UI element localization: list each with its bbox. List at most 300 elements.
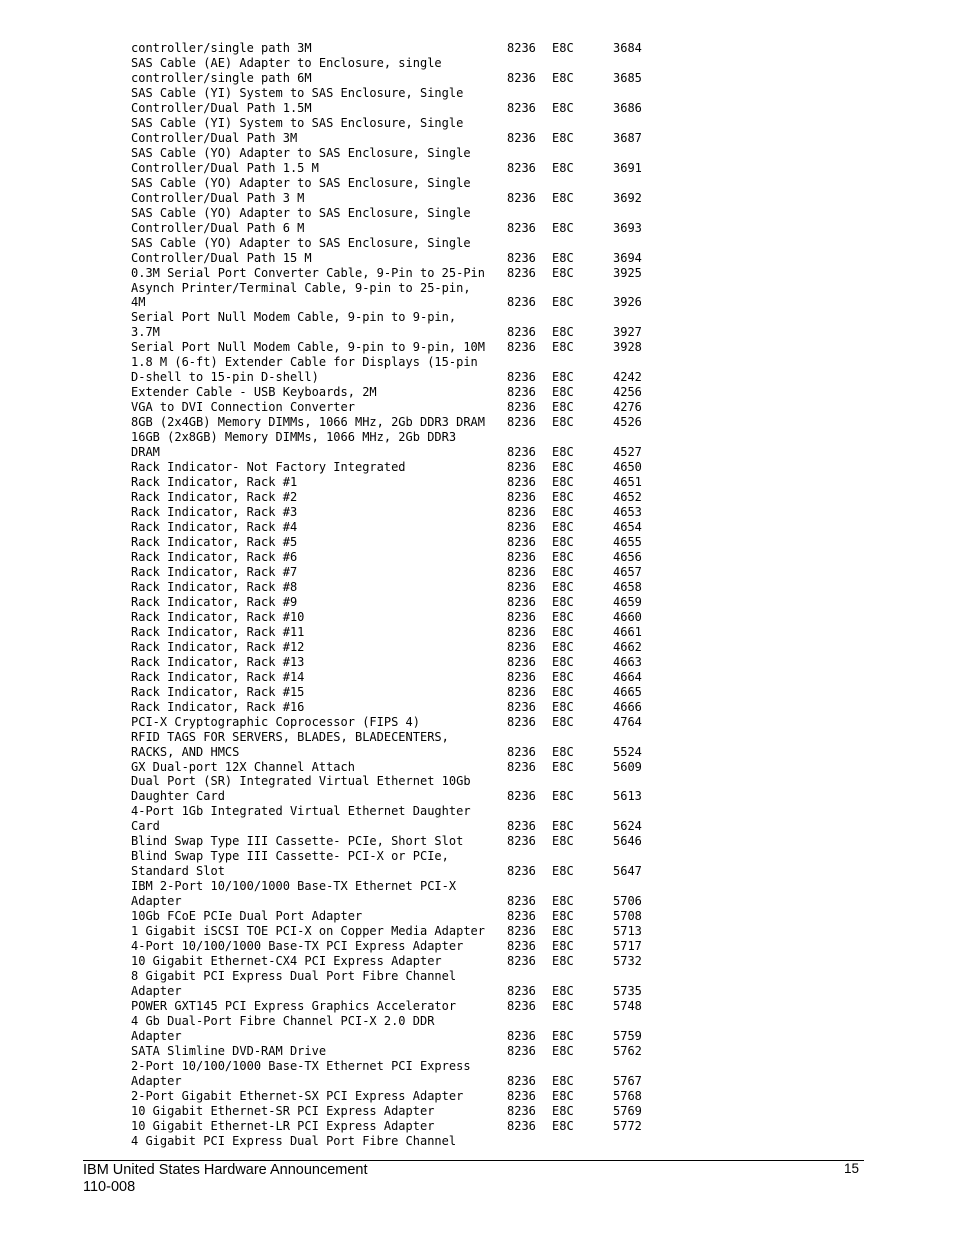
feature-code: 3926 (613, 295, 642, 310)
footer-divider (83, 1160, 864, 1161)
model-code: E8C (552, 475, 574, 490)
machine-type: 8236 (507, 190, 536, 205)
listing-line (131, 295, 653, 310)
listing-row (131, 1119, 653, 1134)
feature-description: Rack Indicator, Rack #3 (131, 505, 298, 520)
listing-row (131, 655, 653, 670)
model-code: E8C (552, 490, 574, 505)
machine-type: 8236 (507, 385, 536, 400)
feature-description: Controller/Dual Path 15 M (131, 250, 312, 265)
listing-line (131, 924, 653, 939)
machine-type: 8236 (507, 1103, 536, 1118)
listing-line (131, 894, 653, 909)
feature-code: 4527 (613, 445, 642, 460)
feature-code: 3687 (613, 130, 642, 145)
model-code: E8C (552, 954, 574, 969)
feature-code: 4660 (613, 609, 642, 624)
feature-description: SAS Cable (YI) System to SAS Enclosure, Single (131, 85, 464, 100)
listing-line (131, 774, 653, 789)
model-code: E8C (552, 325, 574, 340)
listing-row (131, 1134, 653, 1149)
listing-row (131, 1104, 653, 1119)
listing-line (131, 41, 653, 56)
model-code: E8C (552, 1103, 574, 1118)
feature-code: 5767 (613, 1073, 642, 1088)
feature-description: RFID TAGS FOR SERVERS, BLADES, BLADECENTERS, (131, 729, 449, 744)
feature-description: 8 Gigabit PCI Express Dual Port Fibre Channel (131, 969, 457, 984)
feature-code: 4659 (613, 594, 642, 609)
feature-description: Controller/Dual Path 6 M (131, 220, 305, 235)
feature-code: 4764 (613, 714, 642, 729)
feature-description: Adapter (131, 894, 182, 909)
listing-row (131, 535, 653, 550)
listing-line (131, 969, 653, 984)
model-code: E8C (552, 549, 574, 564)
machine-type: 8236 (507, 744, 536, 759)
listing-row (131, 565, 653, 580)
listing-line (131, 655, 653, 670)
listing-line (131, 864, 653, 879)
model-code: E8C (552, 1043, 574, 1058)
model-code: E8C (552, 939, 574, 954)
feature-code: 4665 (613, 684, 642, 699)
feature-description: Daughter Card (131, 789, 225, 804)
listing-line (131, 834, 653, 849)
machine-type: 8236 (507, 564, 536, 579)
feature-description: 10 Gigabit Ethernet-CX4 PCI Express Adapter (131, 954, 442, 969)
feature-code: 5646 (613, 834, 642, 849)
listing-row (131, 430, 653, 460)
model-code: E8C (552, 639, 574, 654)
model-code: E8C (552, 400, 574, 415)
model-code: E8C (552, 534, 574, 549)
machine-type: 8236 (507, 939, 536, 954)
feature-code: 4666 (613, 699, 642, 714)
listing-row (131, 206, 653, 236)
feature-code: 3686 (613, 100, 642, 115)
listing-row (131, 56, 653, 86)
listing-row (131, 86, 653, 116)
machine-type: 8236 (507, 220, 536, 235)
listing-row (131, 505, 653, 520)
feature-description: Rack Indicator, Rack #15 (131, 684, 305, 699)
feature-description: Rack Indicator, Rack #13 (131, 654, 305, 669)
listing-row (131, 580, 653, 595)
feature-code: 4526 (613, 415, 642, 430)
feature-description: Dual Port (SR) Integrated Virtual Ethernet 10Gb (131, 774, 471, 789)
model-code: E8C (552, 505, 574, 520)
feature-code: 3925 (613, 265, 642, 280)
listing-row (131, 700, 653, 715)
feature-description: Rack Indicator, Rack #8 (131, 579, 298, 594)
feature-code: 3691 (613, 160, 642, 175)
model-code: E8C (552, 340, 574, 355)
model-code: E8C (552, 520, 574, 534)
feature-code: 5735 (613, 984, 642, 999)
listing-line (131, 146, 653, 161)
feature-code: 4651 (613, 475, 642, 490)
feature-code: 4662 (613, 639, 642, 654)
listing-row (131, 879, 653, 909)
listing-row (131, 640, 653, 655)
model-code: E8C (552, 684, 574, 699)
feature-code: 4664 (613, 669, 642, 684)
page-number: 15 (844, 1161, 860, 1176)
feature-description: Adapter (131, 984, 182, 999)
listing-line (131, 505, 653, 520)
feature-code: 5609 (613, 759, 642, 774)
model-code: E8C (552, 70, 574, 85)
listing-row (131, 760, 653, 775)
listing-line (131, 909, 653, 924)
model-code: E8C (552, 100, 574, 115)
machine-type: 8236 (507, 609, 536, 624)
model-code: E8C (552, 714, 574, 729)
model-code: E8C (552, 250, 574, 265)
model-code: E8C (552, 654, 574, 669)
listing-line (131, 819, 653, 834)
listing-line (131, 1089, 653, 1104)
feature-description: 10 Gigabit Ethernet-SR PCI Express Adapter (131, 1103, 435, 1118)
machine-type: 8236 (507, 639, 536, 654)
listing-line (131, 730, 653, 745)
feature-description: 1.8 M (6-ft) Extender Cable for Displays (15-pin (131, 355, 478, 370)
feature-code: 5613 (613, 789, 642, 804)
machine-type: 8236 (507, 594, 536, 609)
machine-type: 8236 (507, 669, 536, 684)
feature-code: 4276 (613, 400, 642, 415)
machine-type: 8236 (507, 415, 536, 430)
machine-type: 8236 (507, 250, 536, 265)
feature-description: controller/single path 6M (131, 70, 312, 85)
listing-line (131, 760, 653, 775)
feature-description: 4M (131, 295, 146, 310)
feature-description: Adapter (131, 1073, 182, 1088)
model-code: E8C (552, 819, 574, 834)
listing-line (131, 1029, 653, 1044)
machine-type: 8236 (507, 505, 536, 520)
model-code: E8C (552, 160, 574, 175)
machine-type: 8236 (507, 400, 536, 415)
feature-description: 10 Gigabit Ethernet-LR PCI Express Adapter (131, 1118, 435, 1133)
listing-line (131, 1059, 653, 1074)
listing-line (131, 206, 653, 221)
feature-description: Card (131, 819, 160, 834)
feature-description: Rack Indicator, Rack #1 (131, 475, 298, 490)
listing-line (131, 1014, 653, 1029)
model-code: E8C (552, 789, 574, 804)
listing-row (131, 969, 653, 999)
listing-line (131, 879, 653, 894)
model-code: E8C (552, 295, 574, 310)
feature-description: SAS Cable (YO) Adapter to SAS Enclosure, Single (131, 205, 471, 220)
feature-code: 5769 (613, 1103, 642, 1118)
feature-description: 10Gb FCoE PCIe Dual Port Adapter (131, 909, 363, 924)
feature-description: 3.7M (131, 325, 160, 340)
feature-description: Controller/Dual Path 1.5M (131, 100, 312, 115)
machine-type: 8236 (507, 954, 536, 969)
feature-code: 4655 (613, 534, 642, 549)
feature-description: SAS Cable (YO) Adapter to SAS Enclosure, Single (131, 145, 471, 160)
feature-code: 4653 (613, 505, 642, 520)
feature-description: Blind Swap Type III Cassette- PCIe, Short Slot (131, 834, 464, 849)
listing-row (131, 41, 653, 56)
feature-code: 3693 (613, 220, 642, 235)
feature-description: SAS Cable (YO) Adapter to SAS Enclosure, Single (131, 235, 471, 250)
listing-row (131, 400, 653, 415)
machine-type: 8236 (507, 864, 536, 879)
model-code: E8C (552, 894, 574, 909)
model-code: E8C (552, 1118, 574, 1133)
machine-type: 8236 (507, 984, 536, 999)
listing-line (131, 745, 653, 760)
listing-row (131, 1014, 653, 1044)
listing-row (131, 849, 653, 879)
listing-row (131, 340, 653, 355)
machine-type: 8236 (507, 295, 536, 310)
model-code: E8C (552, 1028, 574, 1043)
listing-line (131, 415, 653, 430)
machine-type: 8236 (507, 714, 536, 729)
feature-code: 5772 (613, 1118, 642, 1133)
feature-description: SATA Slimline DVD-RAM Drive (131, 1043, 327, 1058)
model-code: E8C (552, 744, 574, 759)
listing-row (131, 116, 653, 146)
listing-row (131, 610, 653, 625)
machine-type: 8236 (507, 579, 536, 594)
feature-description: 0.3M Serial Port Converter Cable, 9-Pin to 25-Pin (131, 265, 486, 280)
feature-code: 4663 (613, 654, 642, 669)
feature-description: Standard Slot (131, 864, 225, 879)
feature-description: Rack Indicator, Rack #10 (131, 609, 305, 624)
feature-code: 5762 (613, 1043, 642, 1058)
listing-line (131, 580, 653, 595)
feature-code: 3694 (613, 250, 642, 265)
listing-line (131, 640, 653, 655)
feature-code: 4661 (613, 624, 642, 639)
model-code: E8C (552, 564, 574, 579)
listing-line (131, 445, 653, 460)
machine-type: 8236 (507, 549, 536, 564)
listing-line (131, 715, 653, 730)
listing-row (131, 520, 653, 535)
feature-code: 5524 (613, 744, 642, 759)
listing-line (131, 161, 653, 176)
feature-code: 3685 (613, 70, 642, 85)
feature-description: Rack Indicator, Rack #16 (131, 699, 305, 714)
listing-row (131, 909, 653, 924)
listing-line (131, 370, 653, 385)
machine-type: 8236 (507, 370, 536, 385)
feature-description: Rack Indicator, Rack #4 (131, 520, 298, 534)
listing-line (131, 430, 653, 445)
machine-type: 8236 (507, 654, 536, 669)
feature-description: VGA to DVI Connection Converter (131, 400, 355, 415)
listing-line (131, 281, 653, 296)
listing-line (131, 176, 653, 191)
model-code: E8C (552, 759, 574, 774)
model-code: E8C (552, 579, 574, 594)
feature-code: 5768 (613, 1088, 642, 1103)
feature-description: Rack Indicator, Rack #9 (131, 594, 298, 609)
footer-title: IBM United States Hardware Announcement (83, 1162, 368, 1178)
model-code: E8C (552, 460, 574, 475)
listing-line (131, 1119, 653, 1134)
machine-type: 8236 (507, 70, 536, 85)
machine-type: 8236 (507, 41, 536, 55)
feature-code: 5647 (613, 864, 642, 879)
machine-type: 8236 (507, 759, 536, 774)
listing-row (131, 460, 653, 475)
machine-type: 8236 (507, 909, 536, 924)
footer (83, 1162, 368, 1196)
feature-code: 5717 (613, 939, 642, 954)
feature-description: Controller/Dual Path 1.5 M (131, 160, 319, 175)
listing-row (131, 1044, 653, 1059)
listing-line (131, 266, 653, 281)
machine-type: 8236 (507, 475, 536, 490)
feature-description: 4 Gb Dual-Port Fibre Channel PCI-X 2.0 DDR (131, 1013, 435, 1028)
listing-line (131, 475, 653, 490)
model-code: E8C (552, 699, 574, 714)
machine-type: 8236 (507, 924, 536, 939)
machine-type: 8236 (507, 894, 536, 909)
feature-code: 3692 (613, 190, 642, 205)
listing-row (131, 804, 653, 834)
listing-line (131, 221, 653, 236)
listing-line (131, 251, 653, 266)
listing-row (131, 954, 653, 969)
machine-type: 8236 (507, 460, 536, 475)
model-code: E8C (552, 609, 574, 624)
model-code: E8C (552, 445, 574, 460)
model-code: E8C (552, 864, 574, 879)
listing-line (131, 385, 653, 400)
model-code: E8C (552, 834, 574, 849)
model-code: E8C (552, 594, 574, 609)
feature-code: 3928 (613, 340, 642, 355)
feature-description: SAS Cable (YO) Adapter to SAS Enclosure, Single (131, 175, 471, 190)
model-code: E8C (552, 41, 574, 55)
feature-description: RACKS, AND HMCS (131, 744, 240, 759)
machine-type: 8236 (507, 490, 536, 505)
machine-type: 8236 (507, 100, 536, 115)
machine-type: 8236 (507, 789, 536, 804)
machine-type: 8236 (507, 834, 536, 849)
feature-code: 4657 (613, 564, 642, 579)
machine-type: 8236 (507, 999, 536, 1013)
feature-code: 4658 (613, 579, 642, 594)
listing-row (131, 730, 653, 760)
model-code: E8C (552, 190, 574, 205)
model-code: E8C (552, 669, 574, 684)
feature-description: 8GB (2x4GB) Memory DIMMs, 1066 MHz, 2Gb DDR3 DRAM (131, 415, 486, 430)
model-code: E8C (552, 415, 574, 430)
listing-line (131, 101, 653, 116)
model-code: E8C (552, 984, 574, 999)
feature-description: Rack Indicator, Rack #12 (131, 639, 305, 654)
feature-code: 4242 (613, 370, 642, 385)
feature-description: DRAM (131, 445, 160, 460)
feature-listing (131, 41, 653, 1149)
listing-line (131, 131, 653, 146)
feature-description: Rack Indicator, Rack #11 (131, 624, 305, 639)
feature-code: 4650 (613, 460, 642, 475)
feature-code: 5708 (613, 909, 642, 924)
listing-row (131, 550, 653, 565)
feature-description: 1 Gigabit iSCSI TOE PCI-X on Copper Media Adapter (131, 924, 486, 939)
listing-line (131, 460, 653, 475)
feature-description: GX Dual-port 12X Channel Attach (131, 759, 355, 774)
footer-announcement-number: 110-008 (83, 1179, 136, 1195)
listing-line (131, 71, 653, 86)
machine-type: 8236 (507, 445, 536, 460)
machine-type (507, 1134, 552, 1149)
feature-description: PCI-X Cryptographic Coprocessor (FIPS 4) (131, 714, 420, 729)
listing-row (131, 146, 653, 176)
model-code (552, 1134, 613, 1149)
machine-type: 8236 (507, 1088, 536, 1103)
feature-code: 5706 (613, 894, 642, 909)
listing-row (131, 176, 653, 206)
listing-line (131, 236, 653, 251)
feature-description: Adapter (131, 1028, 182, 1043)
listing-line (131, 535, 653, 550)
listing-row (131, 625, 653, 640)
model-code: E8C (552, 385, 574, 400)
listing-line (131, 116, 653, 131)
feature-description: Serial Port Null Modem Cable, 9-pin to 9-pin, (131, 310, 457, 325)
feature-description: Controller/Dual Path 3M (131, 130, 298, 145)
listing-row (131, 670, 653, 685)
listing-line (131, 56, 653, 71)
feature-code: 4652 (613, 490, 642, 505)
listing-line (131, 490, 653, 505)
listing-row (131, 595, 653, 610)
feature-description: Serial Port Null Modem Cable, 9-pin to 9-pin, 10M (131, 340, 486, 355)
feature-description: Controller/Dual Path 3 M (131, 190, 305, 205)
model-code: E8C (552, 999, 574, 1013)
model-code: E8C (552, 265, 574, 280)
listing-line (131, 685, 653, 700)
feature-code: 5624 (613, 819, 642, 834)
feature-description: SAS Cable (YI) System to SAS Enclosure, Single (131, 115, 464, 130)
machine-type: 8236 (507, 325, 536, 340)
listing-line (131, 565, 653, 580)
model-code: E8C (552, 909, 574, 924)
listing-line (131, 700, 653, 715)
feature-code: 5713 (613, 924, 642, 939)
listing-line (131, 310, 653, 325)
feature-description: Rack Indicator, Rack #5 (131, 534, 298, 549)
feature-description: 2-Port 10/100/1000 Base-TX Ethernet PCI Express (131, 1058, 471, 1073)
feature-description: 4-Port 1Gb Integrated Virtual Ethernet Daughter (131, 804, 471, 819)
listing-line (131, 520, 653, 535)
listing-row (131, 999, 653, 1014)
listing-line (131, 789, 653, 804)
feature-description: 4 Gigabit PCI Express Dual Port Fibre Channel (131, 1133, 457, 1148)
listing-row (131, 236, 653, 266)
machine-type: 8236 (507, 534, 536, 549)
feature-code: 3927 (613, 325, 642, 340)
machine-type: 8236 (507, 624, 536, 639)
listing-line (131, 340, 653, 355)
machine-type: 8236 (507, 160, 536, 175)
feature-description: controller/single path 3M (131, 41, 312, 55)
listing-line (131, 191, 653, 206)
model-code: E8C (552, 924, 574, 939)
feature-code: 5732 (613, 954, 642, 969)
